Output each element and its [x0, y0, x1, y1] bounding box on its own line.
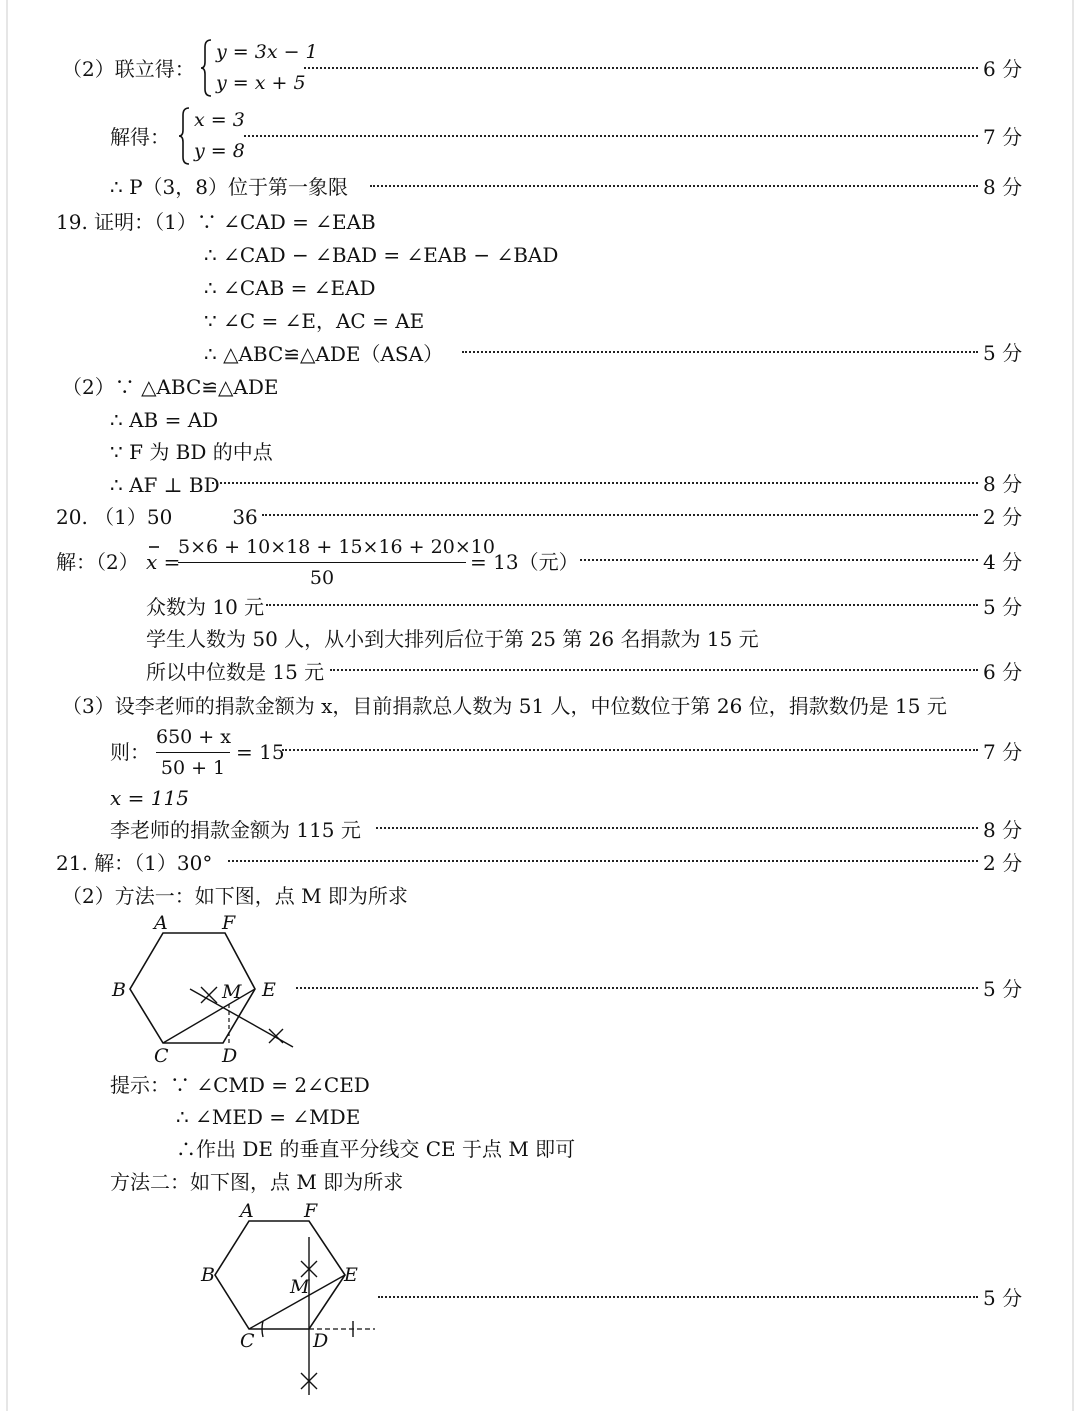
leader-dots	[378, 1296, 978, 1298]
q18-part2-label: （2）联立得：	[62, 57, 195, 81]
score-8: 8 分	[983, 818, 1023, 842]
vertex-b: B	[201, 1264, 215, 1286]
q20-eq-numerator: 650 + x	[156, 726, 231, 748]
q21-method2: 方法二：如下图，点 M 即为所求	[110, 1170, 404, 1194]
q18-system-1	[200, 38, 318, 98]
q20-mean-symbol: x =	[146, 550, 181, 574]
leader-dots	[304, 67, 978, 69]
leader-dots	[330, 669, 978, 671]
q20-median-reason: 学生人数为 50 人，从小到大排列后位于第 25 第 26 名捐款为 15 元	[146, 627, 759, 651]
vertex-f: F	[304, 1200, 318, 1222]
vertex-b: B	[112, 979, 126, 1001]
q19-line5: ∴ △ABC≌△ADE（ASA）	[204, 342, 444, 366]
q21-hint3: ∴作出 DE 的垂直平分线交 CE 于点 M 即可	[176, 1137, 576, 1161]
score-6: 6 分	[983, 57, 1023, 81]
score-5: 5 分	[983, 1286, 1023, 1310]
vertex-c: C	[154, 1045, 169, 1067]
overbar-icon	[148, 544, 160, 550]
left-brace-icon	[200, 38, 214, 98]
vertex-c: C	[240, 1330, 255, 1352]
leader-dots	[228, 860, 978, 862]
q21-method1: （2）方法一：如下图，点 M 即为所求	[62, 884, 408, 908]
point-m: M	[290, 1276, 310, 1298]
q20-answer: 李老师的捐款金额为 115 元	[110, 818, 361, 842]
q19-part2-line3: ∵ F 为 BD 的中点	[110, 440, 273, 464]
leader-dots	[262, 514, 978, 516]
fraction-bar	[156, 752, 230, 753]
vertex-d: D	[313, 1330, 329, 1352]
left-brace-icon	[178, 106, 192, 166]
leader-dots	[462, 351, 978, 353]
q19-line4: ∵ ∠C = ∠E，AC = AE	[204, 309, 425, 333]
arc-mark-icon	[201, 987, 217, 1003]
q20-head: 20. （1）50 36	[56, 505, 258, 529]
q19-line3: ∴ ∠CAB = ∠EAD	[204, 276, 376, 300]
score-6: 6 分	[983, 660, 1023, 684]
q19-part2-line2: ∴ AB = AD	[110, 408, 219, 432]
q18-solve-label: 解得：	[110, 125, 170, 149]
q21-hint1: 提示：∵ ∠CMD = 2∠CED	[110, 1073, 370, 1097]
score-5: 5 分	[983, 341, 1023, 365]
vertex-a: A	[154, 912, 168, 934]
q19-part2: （2）∵ △ABC≌△ADE	[62, 375, 279, 399]
q20-mean-result: = 13（元）	[470, 550, 579, 574]
q21-head: 21. 解：（1）30°	[56, 851, 213, 875]
q18-sys2-eq1: x = 3	[194, 109, 245, 131]
q20-mean-numerator: 5×6 + 10×18 + 15×16 + 20×10	[178, 536, 495, 558]
score-7: 7 分	[983, 125, 1023, 149]
q20-mean-fraction	[178, 534, 495, 591]
vertex-a: A	[240, 1200, 254, 1222]
leader-dots	[296, 987, 978, 989]
q18-sys1-eq2: y = x + 5	[216, 72, 306, 94]
q18-conclusion: ∴ P（3，8）位于第一象限	[110, 175, 348, 199]
q20-x-value: x = 115	[110, 786, 189, 810]
score-2: 2 分	[983, 851, 1023, 875]
vertex-e: E	[262, 979, 276, 1001]
score-8: 8 分	[983, 175, 1023, 199]
leader-dots	[212, 482, 978, 484]
vertex-d: D	[222, 1045, 238, 1067]
leader-dots	[282, 749, 978, 751]
hexagon-shape	[215, 1221, 345, 1329]
leader-dots	[370, 185, 978, 187]
q18-sys1-eq1: y = 3x − 1	[216, 41, 318, 63]
score-5: 5 分	[983, 595, 1023, 619]
q20-mean-denominator: 50	[309, 567, 335, 589]
vertex-e: E	[344, 1264, 358, 1286]
q20-mode: 众数为 10 元	[146, 595, 265, 619]
score-5: 5 分	[983, 977, 1023, 1001]
q20-eq-fraction	[156, 724, 230, 781]
q21-hint2: ∴ ∠MED = ∠MDE	[176, 1105, 361, 1129]
q18-sys2-eq2: y = 8	[194, 140, 245, 162]
leader-dots	[376, 827, 978, 829]
score-4: 4 分	[983, 550, 1023, 574]
q20-part2-label: 解：（2）	[56, 550, 139, 574]
score-2: 2 分	[983, 505, 1023, 529]
q19-line2: ∴ ∠CAD − ∠BAD = ∠EAB − ∠BAD	[204, 243, 559, 267]
leader-dots	[244, 135, 978, 137]
q20-eq-denominator: 50 + 1	[160, 757, 226, 779]
fraction-bar	[178, 562, 466, 563]
point-m: M	[222, 981, 242, 1003]
q19-part2-line4: ∴ AF ⊥ BD	[110, 473, 220, 497]
score-8: 8 分	[983, 472, 1023, 496]
q19-head: 19. 证明：（1）∵ ∠CAD = ∠EAB	[56, 210, 376, 234]
page-edge-right	[1072, 0, 1074, 1411]
q20-eq-result: = 15	[236, 740, 285, 764]
leader-dots	[266, 604, 978, 606]
q20-eq-label: 则：	[110, 740, 150, 764]
q20-median: 所以中位数是 15 元	[146, 660, 325, 684]
score-7: 7 分	[983, 740, 1023, 764]
vertex-f: F	[222, 912, 236, 934]
leader-dots	[580, 559, 978, 561]
arc-mark-icon	[269, 1029, 283, 1043]
q20-part3: （3）设李老师的捐款金额为 x，目前捐款总人数为 51 人，中位数位于第 26 位，捐款数仍是 15 元	[62, 694, 947, 718]
page-edge-left	[6, 0, 8, 1411]
